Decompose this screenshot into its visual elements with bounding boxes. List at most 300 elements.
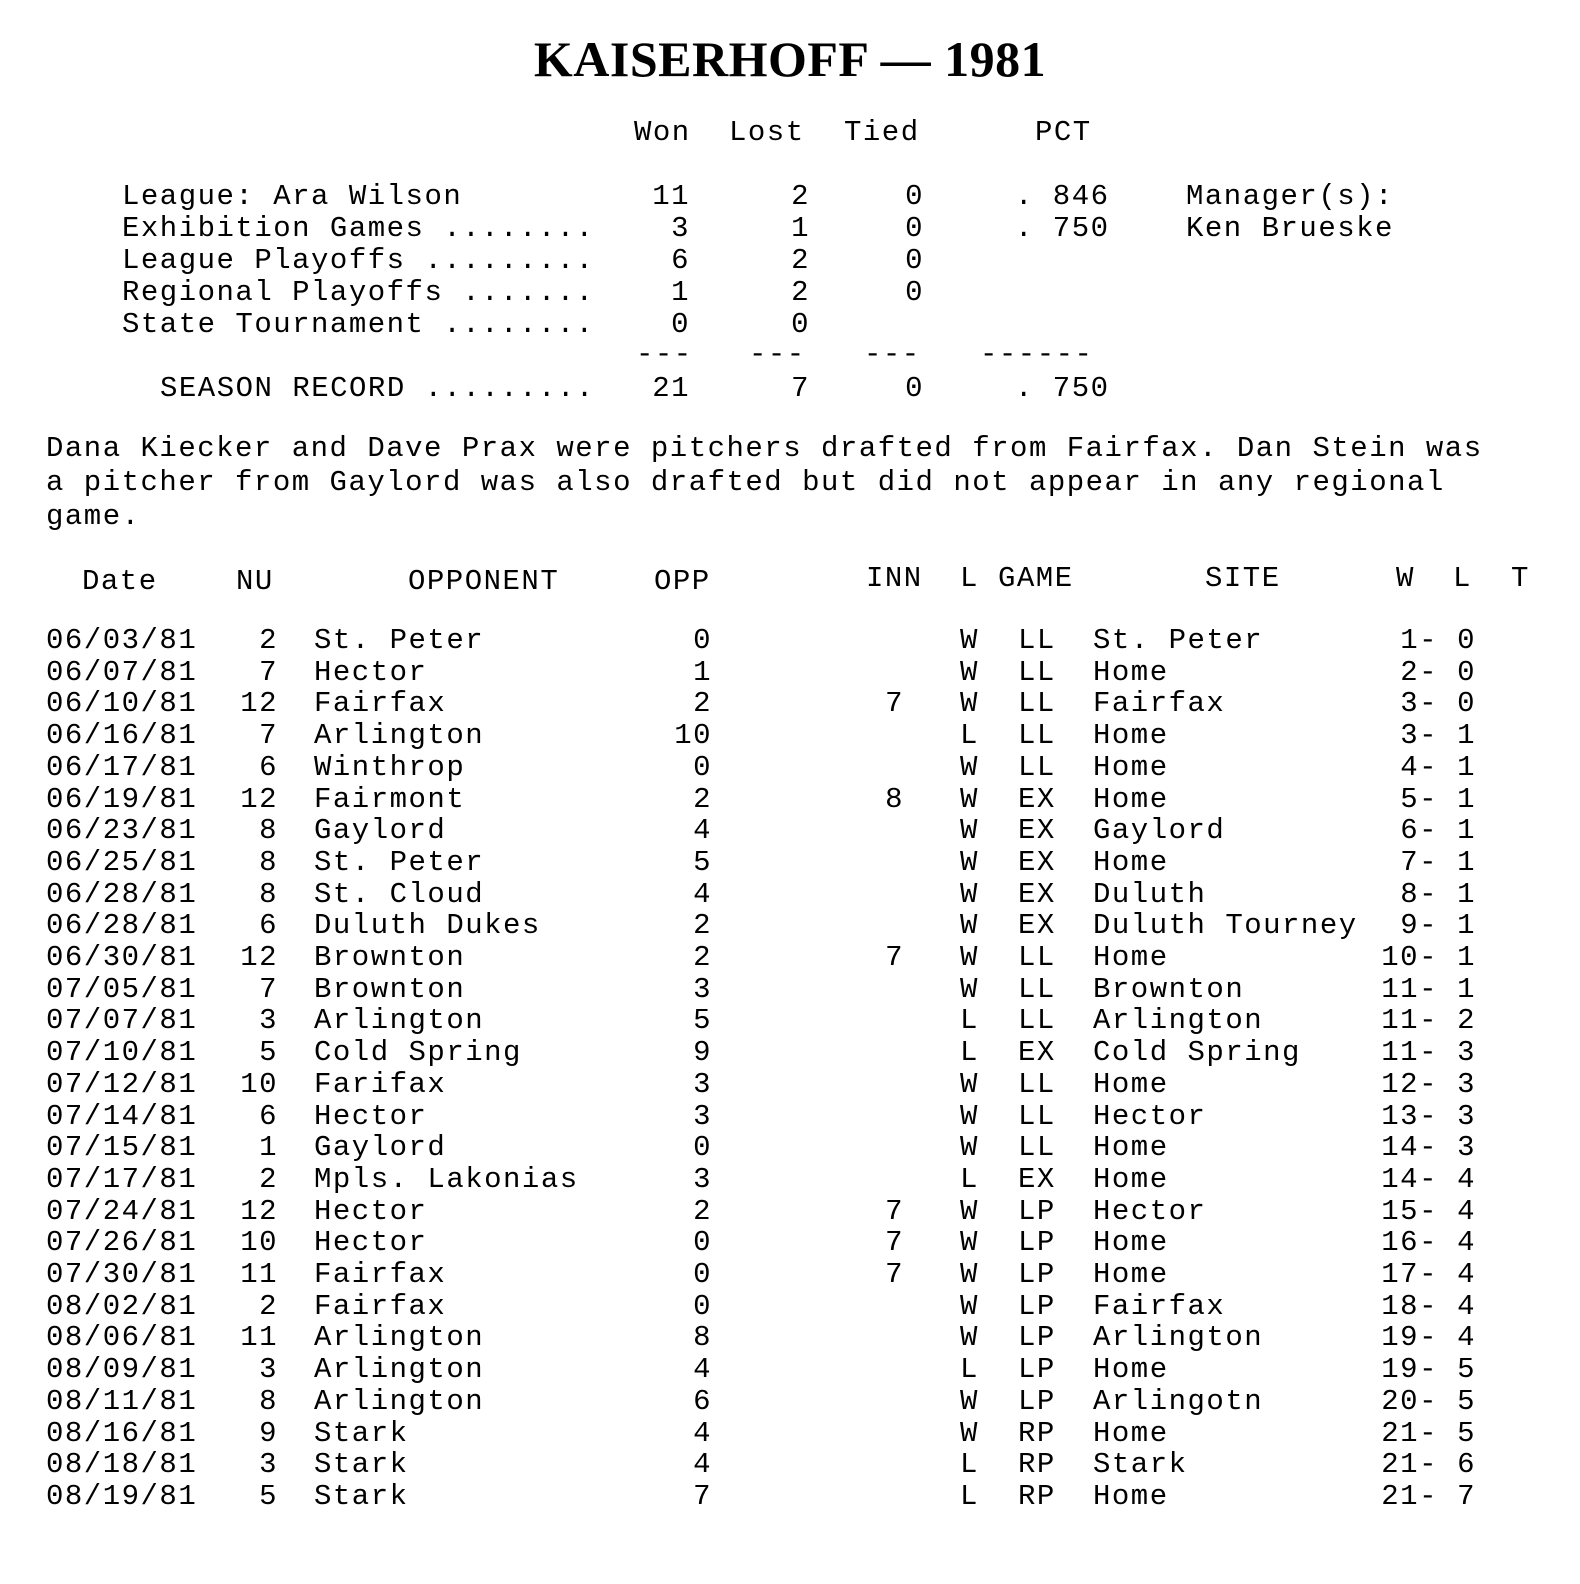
summary-pct: . 750: [1015, 212, 1110, 245]
summary-lost: 2: [791, 180, 810, 213]
game-date: 07/17/81: [46, 1163, 198, 1196]
game-result: W: [960, 909, 979, 942]
game-record-w: 21-: [1381, 1480, 1438, 1513]
game-record-w: 19-: [1381, 1353, 1438, 1386]
game-date: 06/23/81: [46, 814, 198, 847]
game-result: W: [960, 1226, 979, 1259]
game-opponent: Farifax: [314, 1068, 447, 1101]
game-record-l: 0: [1457, 687, 1476, 720]
game-site: Home: [1093, 1258, 1169, 1291]
game-record-w: 14-: [1381, 1131, 1438, 1164]
game-opp-score: 2: [693, 941, 712, 974]
game-type: RP: [1018, 1417, 1056, 1450]
game-record-l: 4: [1457, 1163, 1476, 1196]
game-innings: 7: [885, 687, 904, 720]
game-record-w: 15-: [1381, 1195, 1438, 1228]
game-date: 06/28/81: [46, 878, 198, 911]
manager-name: Ken Brueske: [1186, 212, 1394, 245]
game-nu: 9: [259, 1417, 278, 1450]
game-opp-score: 2: [693, 783, 712, 816]
summary-lost: 2: [791, 244, 810, 277]
game-type: LP: [1018, 1226, 1056, 1259]
game-result: W: [960, 783, 979, 816]
game-opp-score: 3: [693, 973, 712, 1006]
summary-tied: 0: [905, 244, 924, 277]
game-nu: 8: [259, 814, 278, 847]
game-opponent: Stark: [314, 1480, 409, 1513]
game-record-w: 3-: [1400, 719, 1438, 752]
game-type: EX: [1018, 814, 1056, 847]
game-type: EX: [1018, 1163, 1056, 1196]
col-header-t: T: [1511, 562, 1530, 595]
game-date: 07/15/81: [46, 1131, 198, 1164]
game-type: EX: [1018, 878, 1056, 911]
game-row: [0, 846, 1580, 880]
col-header-l: L: [960, 562, 979, 595]
game-site: Cold Spring: [1093, 1036, 1301, 1069]
game-opponent: Brownton: [314, 941, 466, 974]
game-opp-score: 9: [693, 1036, 712, 1069]
game-result: L: [960, 1353, 979, 1386]
game-nu: 8: [259, 846, 278, 879]
game-site: Home: [1093, 783, 1169, 816]
game-nu: 12: [240, 687, 278, 720]
game-nu: 6: [259, 1100, 278, 1133]
game-record-l: 4: [1457, 1226, 1476, 1259]
game-nu: 3: [259, 1448, 278, 1481]
game-record-w: 1-: [1400, 624, 1438, 657]
game-type: EX: [1018, 1036, 1056, 1069]
game-opponent: Fairmont: [314, 783, 466, 816]
game-site: Home: [1093, 751, 1169, 784]
game-row: [0, 1131, 1580, 1165]
game-site: St. Peter: [1093, 624, 1264, 657]
game-opp-score: 4: [693, 814, 712, 847]
game-row: [0, 783, 1580, 817]
col-header-date: Date: [82, 565, 158, 598]
game-opponent: Arlington: [314, 1004, 485, 1037]
game-type: LL: [1018, 751, 1056, 784]
game-record-l: 5: [1457, 1353, 1476, 1386]
game-opponent: Gaylord: [314, 1131, 447, 1164]
game-row: [0, 878, 1580, 912]
season-record-label: SEASON RECORD .........: [160, 372, 595, 405]
game-nu: 11: [240, 1321, 278, 1354]
col-header-site: SITE: [1205, 562, 1281, 595]
game-result: L: [960, 1004, 979, 1037]
game-opponent: St. Peter: [314, 846, 485, 879]
game-site: Arlington: [1093, 1321, 1264, 1354]
game-opp-score: 0: [693, 1258, 712, 1291]
game-nu: 7: [259, 973, 278, 1006]
game-record-w: 21-: [1381, 1448, 1438, 1481]
game-opp-score: 2: [693, 687, 712, 720]
game-record-l: 3: [1457, 1131, 1476, 1164]
game-type: LP: [1018, 1353, 1056, 1386]
game-row: [0, 687, 1580, 721]
game-record-l: 7: [1457, 1480, 1476, 1513]
divider-pct: ------: [980, 338, 1094, 371]
game-site: Brownton: [1093, 973, 1245, 1006]
game-opponent: Hector: [314, 1195, 428, 1228]
game-date: 06/16/81: [46, 719, 198, 752]
header-lost: Lost: [729, 116, 805, 149]
game-date: 08/19/81: [46, 1480, 198, 1513]
game-site: Home: [1093, 941, 1169, 974]
game-record-w: 12-: [1381, 1068, 1438, 1101]
game-nu: 7: [259, 719, 278, 752]
game-record-l: 5: [1457, 1417, 1476, 1450]
game-record-l: 1: [1457, 814, 1476, 847]
summary-won: 11: [652, 180, 690, 213]
game-opp-score: 5: [693, 846, 712, 879]
col-header-inn: INN: [866, 562, 923, 595]
summary-label: Regional Playoffs .......: [122, 276, 595, 309]
game-opp-score: 4: [693, 1417, 712, 1450]
game-opp-score: 0: [693, 1290, 712, 1323]
divider-lost: ---: [749, 338, 806, 371]
game-result: W: [960, 973, 979, 1006]
game-site: Arlingotn: [1093, 1385, 1264, 1418]
game-record-w: 21-: [1381, 1417, 1438, 1450]
summary-row: [0, 308, 1580, 342]
game-site: Home: [1093, 1226, 1169, 1259]
game-row: [0, 1195, 1580, 1229]
game-record-w: 2-: [1400, 656, 1438, 689]
game-opponent: Fairfax: [314, 1290, 447, 1323]
game-opp-score: 6: [693, 1385, 712, 1418]
game-date: 06/28/81: [46, 909, 198, 942]
header-tied: Tied: [844, 116, 920, 149]
game-record-w: 5-: [1400, 783, 1438, 816]
game-record-l: 3: [1457, 1068, 1476, 1101]
game-nu: 5: [259, 1480, 278, 1513]
game-nu: 3: [259, 1004, 278, 1037]
game-row: [0, 1448, 1580, 1482]
game-nu: 8: [259, 878, 278, 911]
game-type: LL: [1018, 1004, 1056, 1037]
col-header-opponent: OPPONENT: [408, 565, 560, 598]
note-paragraph: Dana Kiecker and Dave Prax were pitchers drafted from Fairfax. Dan Stein was a pitcher from Gaylord was also drafted but did not appear in any regional game.: [46, 432, 1483, 533]
game-record-l: 4: [1457, 1258, 1476, 1291]
header-won: Won: [634, 116, 691, 149]
game-date: 07/12/81: [46, 1068, 198, 1101]
game-record-l: 2: [1457, 1004, 1476, 1037]
game-result: W: [960, 814, 979, 847]
game-date: 08/16/81: [46, 1417, 198, 1450]
game-record-l: 3: [1457, 1036, 1476, 1069]
season-record-lost: 7: [791, 372, 810, 405]
game-result: W: [960, 846, 979, 879]
game-date: 06/17/81: [46, 751, 198, 784]
game-date: 06/19/81: [46, 783, 198, 816]
game-record-w: 14-: [1381, 1163, 1438, 1196]
game-record-w: 20-: [1381, 1385, 1438, 1418]
game-record-w: 8-: [1400, 878, 1438, 911]
game-row: [0, 1226, 1580, 1260]
game-record-w: 4-: [1400, 751, 1438, 784]
game-record-l: 4: [1457, 1195, 1476, 1228]
game-result: L: [960, 1036, 979, 1069]
game-record-l: 1: [1457, 909, 1476, 942]
game-opponent: Arlington: [314, 1321, 485, 1354]
game-nu: 12: [240, 783, 278, 816]
summary-tied: 0: [905, 276, 924, 309]
game-site: Duluth: [1093, 878, 1207, 911]
season-record-won: 21: [652, 372, 690, 405]
game-opponent: Arlington: [314, 719, 485, 752]
game-record-l: 5: [1457, 1385, 1476, 1418]
summary-won: 3: [671, 212, 690, 245]
game-result: W: [960, 624, 979, 657]
game-record-w: 18-: [1381, 1290, 1438, 1323]
game-row: [0, 1480, 1580, 1514]
game-date: 07/14/81: [46, 1100, 198, 1133]
game-date: 08/18/81: [46, 1448, 198, 1481]
game-site: Home: [1093, 719, 1169, 752]
game-record-l: 1: [1457, 719, 1476, 752]
game-result: L: [960, 1480, 979, 1513]
game-site: Hector: [1093, 1100, 1207, 1133]
game-site: Home: [1093, 1131, 1169, 1164]
game-site: Home: [1093, 1163, 1169, 1196]
summary-won: 1: [671, 276, 690, 309]
game-type: LL: [1018, 719, 1056, 752]
game-opp-score: 0: [693, 1226, 712, 1259]
game-record-l: 4: [1457, 1290, 1476, 1323]
col-header-game: GAME: [998, 562, 1074, 595]
game-opponent: Winthrop: [314, 751, 466, 784]
summary-pct: . 846: [1015, 180, 1110, 213]
game-type: LP: [1018, 1290, 1056, 1323]
game-opp-score: 7: [693, 1480, 712, 1513]
divider-tied: ---: [864, 338, 921, 371]
game-date: 07/24/81: [46, 1195, 198, 1228]
col-header-opp: OPP: [654, 565, 711, 598]
game-record-w: 6-: [1400, 814, 1438, 847]
game-row: [0, 751, 1580, 785]
game-record-l: 1: [1457, 751, 1476, 784]
game-date: 07/26/81: [46, 1226, 198, 1259]
col-header-w: W: [1396, 562, 1415, 595]
game-opp-score: 0: [693, 1131, 712, 1164]
game-nu: 6: [259, 751, 278, 784]
game-record-w: 19-: [1381, 1321, 1438, 1354]
game-nu: 10: [240, 1068, 278, 1101]
game-site: Duluth Tourney: [1093, 909, 1358, 942]
game-site: Home: [1093, 1068, 1169, 1101]
game-opponent: Fairfax: [314, 687, 447, 720]
game-site: Home: [1093, 1480, 1169, 1513]
game-result: W: [960, 1417, 979, 1450]
game-opp-score: 0: [693, 751, 712, 784]
game-record-w: 7-: [1400, 846, 1438, 879]
game-record-l: 3: [1457, 1100, 1476, 1133]
game-date: 07/05/81: [46, 973, 198, 1006]
game-opp-score: 3: [693, 1163, 712, 1196]
game-opp-score: 2: [693, 909, 712, 942]
game-row: [0, 719, 1580, 753]
game-result: W: [960, 656, 979, 689]
game-type: LL: [1018, 941, 1056, 974]
game-result: L: [960, 1163, 979, 1196]
divider-won: ---: [636, 338, 693, 371]
game-record-w: 17-: [1381, 1258, 1438, 1291]
game-record-l: 1: [1457, 878, 1476, 911]
game-date: 06/03/81: [46, 624, 198, 657]
game-site: Home: [1093, 846, 1169, 879]
manager-label: Manager(s):: [1186, 180, 1394, 213]
game-nu: 11: [240, 1258, 278, 1291]
summary-lost: 0: [791, 308, 810, 341]
game-row: [0, 973, 1580, 1007]
game-site: Arlington: [1093, 1004, 1264, 1037]
game-opp-score: 2: [693, 1195, 712, 1228]
game-opponent: Arlington: [314, 1353, 485, 1386]
game-row: [0, 1321, 1580, 1355]
game-result: W: [960, 1385, 979, 1418]
game-nu: 2: [259, 1163, 278, 1196]
game-result: W: [960, 1068, 979, 1101]
game-row: [0, 1385, 1580, 1419]
summary-won: 0: [671, 308, 690, 341]
game-opponent: St. Peter: [314, 624, 485, 657]
game-opponent: Gaylord: [314, 814, 447, 847]
game-opponent: Hector: [314, 1100, 428, 1133]
game-site: Gaylord: [1093, 814, 1226, 847]
game-opponent: Cold Spring: [314, 1036, 522, 1069]
game-date: 07/10/81: [46, 1036, 198, 1069]
game-type: RP: [1018, 1448, 1056, 1481]
game-record-l: 6: [1457, 1448, 1476, 1481]
game-opp-score: 5: [693, 1004, 712, 1037]
game-innings: 7: [885, 1258, 904, 1291]
game-site: Fairfax: [1093, 687, 1226, 720]
game-date: 08/09/81: [46, 1353, 198, 1386]
game-nu: 12: [240, 941, 278, 974]
game-date: 06/10/81: [46, 687, 198, 720]
col-header-nu: NU: [236, 565, 274, 598]
summary-label: League: Ara Wilson: [122, 180, 463, 213]
game-nu: 12: [240, 1195, 278, 1228]
game-date: 06/30/81: [46, 941, 198, 974]
game-date: 07/30/81: [46, 1258, 198, 1291]
game-row: [0, 1068, 1580, 1102]
game-row: [0, 656, 1580, 690]
game-type: LL: [1018, 1131, 1056, 1164]
game-opponent: Mpls. Lakonias: [314, 1163, 579, 1196]
game-row: [0, 1004, 1580, 1038]
game-result: W: [960, 1321, 979, 1354]
game-result: W: [960, 941, 979, 974]
summary-tied: 0: [905, 212, 924, 245]
game-date: 06/25/81: [46, 846, 198, 879]
summary-label: Exhibition Games ........: [122, 212, 595, 245]
game-record-w: 9-: [1400, 909, 1438, 942]
game-innings: 7: [885, 941, 904, 974]
summary-tied: 0: [905, 180, 924, 213]
game-opponent: Hector: [314, 1226, 428, 1259]
game-nu: 2: [259, 1290, 278, 1323]
game-opponent: Stark: [314, 1417, 409, 1450]
game-nu: 7: [259, 656, 278, 689]
game-record-l: 0: [1457, 656, 1476, 689]
game-type: LP: [1018, 1321, 1056, 1354]
game-site: Home: [1093, 656, 1169, 689]
summary-lost: 1: [791, 212, 810, 245]
game-row: [0, 1258, 1580, 1292]
game-type: LL: [1018, 973, 1056, 1006]
header-pct: PCT: [1035, 116, 1092, 149]
game-result: W: [960, 751, 979, 784]
game-result: W: [960, 1258, 979, 1291]
game-opponent: St. Cloud: [314, 878, 485, 911]
game-nu: 1: [259, 1131, 278, 1164]
game-innings: 7: [885, 1226, 904, 1259]
game-type: EX: [1018, 783, 1056, 816]
game-date: 08/06/81: [46, 1321, 198, 1354]
game-opp-score: 8: [693, 1321, 712, 1354]
game-opp-score: 1: [693, 656, 712, 689]
col-header-l2: L: [1453, 562, 1472, 595]
game-site: Hector: [1093, 1195, 1207, 1228]
game-opponent: Hector: [314, 656, 428, 689]
game-result: W: [960, 1290, 979, 1323]
game-row: [0, 1290, 1580, 1324]
game-opp-score: 4: [693, 1448, 712, 1481]
summary-lost: 2: [791, 276, 810, 309]
game-type: EX: [1018, 846, 1056, 879]
game-record-w: 10-: [1381, 941, 1438, 974]
game-type: LP: [1018, 1258, 1056, 1291]
game-record-w: 16-: [1381, 1226, 1438, 1259]
game-row: [0, 1100, 1580, 1134]
game-date: 07/07/81: [46, 1004, 198, 1037]
game-date: 06/07/81: [46, 656, 198, 689]
game-row: [0, 1353, 1580, 1387]
game-record-l: 1: [1457, 941, 1476, 974]
game-result: W: [960, 1131, 979, 1164]
game-type: LL: [1018, 624, 1056, 657]
game-opponent: Stark: [314, 1448, 409, 1481]
page-title: KAISERHOFF — 1981: [533, 31, 1047, 87]
game-result: W: [960, 1195, 979, 1228]
game-opp-score: 3: [693, 1068, 712, 1101]
game-type: LL: [1018, 1068, 1056, 1101]
game-row: [0, 941, 1580, 975]
game-type: LL: [1018, 687, 1056, 720]
game-nu: 10: [240, 1226, 278, 1259]
game-site: Home: [1093, 1353, 1169, 1386]
game-type: LP: [1018, 1195, 1056, 1228]
game-row: [0, 814, 1580, 848]
summary-label: League Playoffs .........: [122, 244, 595, 277]
game-result: W: [960, 878, 979, 911]
game-result: L: [960, 719, 979, 752]
game-type: LP: [1018, 1385, 1056, 1418]
game-opp-score: 4: [693, 878, 712, 911]
season-record-tied: 0: [905, 372, 924, 405]
game-record-w: 11-: [1381, 1036, 1438, 1069]
game-opp-score: 10: [674, 719, 712, 752]
game-opponent: Arlington: [314, 1385, 485, 1418]
game-opp-score: 4: [693, 1353, 712, 1386]
game-date: 08/02/81: [46, 1290, 198, 1323]
game-innings: 7: [885, 1195, 904, 1228]
summary-row: [0, 244, 1580, 278]
game-record-w: 11-: [1381, 973, 1438, 1006]
summary-label: State Tournament ........: [122, 308, 595, 341]
